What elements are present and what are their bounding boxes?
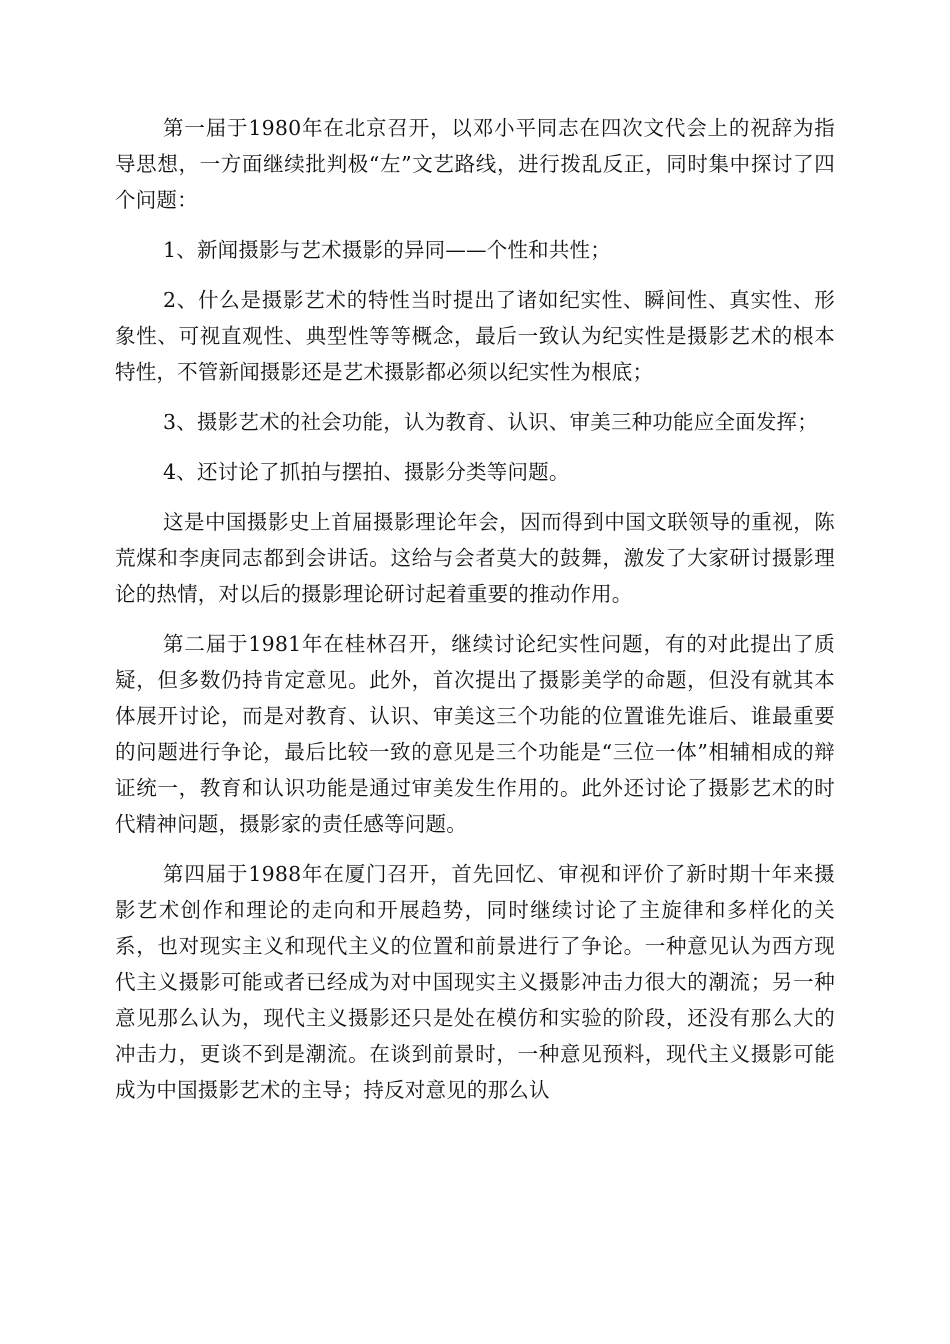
paragraph-second-session: 第二届于1981年在桂林召开，继续讨论纪实性问题，有的对此提出了质疑，但多数仍持肯定意见。此外，首次提出了摄影美学的命题，但没有就其本体展开讨论，而是对教育、认识、审美这三个功能的位置谁先谁后、谁最重要的问题进行争论，最后比较一致的意见是三个功能是“三位一体”相辅相成的辩证统一，教育和认识功能是通过审美发生作用的。此外还讨论了摄影艺术的时代精神问题，摄影家的责任感等问题。 (115, 632, 835, 836)
paragraph-first-session: 第一届于1980年在北京召开，以邓小平同志在四次文代会上的祝辞为指导思想，一方面继续批判极“左”文艺路线，进行拨乱反正，同时集中探讨了四个问题： (115, 116, 835, 212)
paragraph-item-2: 2、什么是摄影艺术的特性当时提出了诸如纪实性、瞬间性、真实性、形象性、可视直观性、典型性等等概念，最后一致认为纪实性是摄影艺术的根本特性，不管新闻摄影还是艺术摄影都必须以纪实性为根底； (115, 288, 835, 384)
paragraph-item-3: 3、摄影艺术的社会功能，认为教育、认识、审美三种功能应全面发挥； (163, 410, 818, 434)
document-body (115, 110, 835, 1122)
paragraph-significance: 这是中国摄影史上首届摄影理论年会，因而得到中国文联领导的重视，陈荒煤和李庚同志都到会讲话。这给与会者莫大的鼓舞，激发了大家研讨摄影理论的热情，对以后的摄影理论研讨起着重要的推动作用。 (115, 510, 835, 606)
paragraph-item-1: 1、新闻摄影与艺术摄影的异同——个性和共性； (163, 238, 611, 262)
paragraph-item-4: 4、还讨论了抓拍与摆拍、摄影分类等问题。 (163, 460, 570, 484)
paragraph-fourth-session: 第四届于1988年在厦门召开，首先回忆、审视和评价了新时期十年来摄影艺术创作和理论的走向和开展趋势，同时继续讨论了主旋律和多样化的关系，也对现实主义和现代主义的位置和前景进行了争论。一种意见认为西方现代主义摄影可能或者已经成为对中国现实主义摄影冲击力很大的潮流；另一种意见那么认为，现代主义摄影还只是处在模仿和实验的阶段，还没有那么大的冲击力，更谈不到是潮流。在谈到前景时，一种意见预料，现代主义摄影可能成为中国摄影艺术的主导；持反对意见的那么认 (115, 862, 835, 1102)
